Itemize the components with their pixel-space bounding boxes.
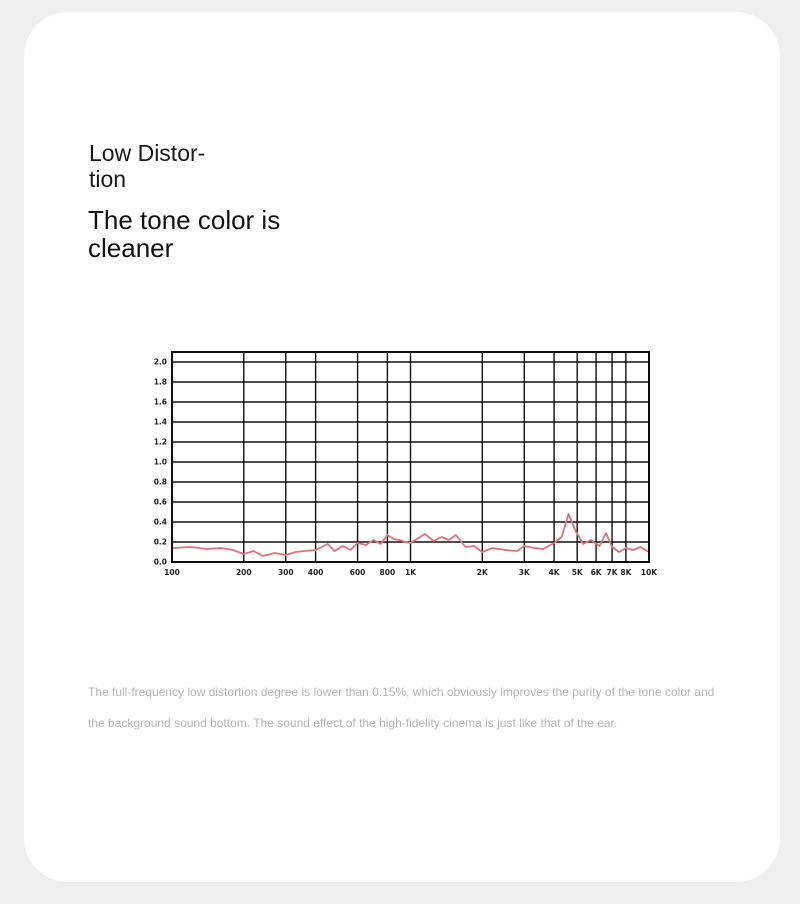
y-tick-label: 1.0 <box>153 457 167 467</box>
description-text: The full-frequency low distortion degree is lower than 0.15%, which obviously improves the purity of the tone color and the background sound bottom. The sound effect of the high-fidelity cinema is just like that of the ear. <box>88 685 715 730</box>
x-tick-label: 7K <box>606 568 618 577</box>
y-tick-label: 1.4 <box>153 417 167 427</box>
x-tick-label: 1K <box>404 568 417 577</box>
x-tick-label: 8K <box>620 568 632 577</box>
y-tick-label: 1.6 <box>153 397 167 407</box>
distortion-chart <box>140 340 680 590</box>
y-tick-label: 1.8 <box>153 377 167 387</box>
x-tick-label: 2K <box>476 568 488 577</box>
x-tick-label: 600 <box>349 568 366 577</box>
feature-heading: Low Distor- tion <box>89 140 206 192</box>
x-tick-label: 6K <box>590 568 602 577</box>
x-tick-labels <box>164 568 658 577</box>
y-tick-label: 1.2 <box>153 437 167 447</box>
y-tick-label: 0.0 <box>153 557 167 567</box>
x-tick-label: 10K <box>640 568 658 577</box>
x-tick-label: 4K <box>548 568 560 577</box>
x-gridlines <box>172 352 649 562</box>
y-tick-label: 0.4 <box>153 517 167 527</box>
y-tick-labels <box>154 358 167 567</box>
x-tick-label: 3K <box>518 568 530 577</box>
x-tick-label: 800 <box>379 568 396 577</box>
x-tick-label: 100 <box>164 568 180 577</box>
y-tick-label: 0.6 <box>153 497 167 507</box>
x-tick-label: 300 <box>277 568 294 577</box>
x-tick-label: 400 <box>307 568 324 577</box>
y-tick-label: 0.2 <box>153 537 167 547</box>
x-tick-label: 5K <box>571 568 583 577</box>
x-tick-label: 200 <box>235 568 252 577</box>
y-tick-label: 0.8 <box>153 477 167 487</box>
feature-subheading: The tone color is cleaner <box>88 205 281 263</box>
y-tick-label: 2.0 <box>153 357 167 367</box>
